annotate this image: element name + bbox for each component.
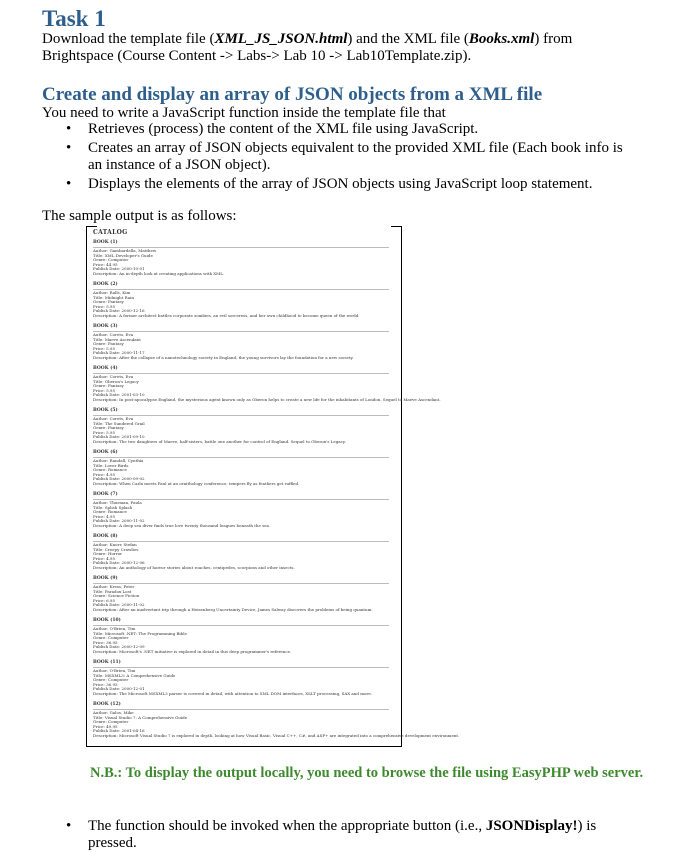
book-heading: BOOK (10) bbox=[93, 618, 121, 623]
book-field: Description: When Carla meets Paul at an ornithology conference, tempers fly as feathers get ruffled. bbox=[93, 480, 300, 486]
book-field: Genre: Fantasy bbox=[93, 299, 124, 305]
final-list bbox=[66, 818, 626, 852]
book-field: Description: Microsoft's .NET initiative is explored in detail in this deep programmer's reference. bbox=[93, 648, 292, 654]
book-field: Author: Corets, Eva bbox=[93, 374, 134, 379]
book-field: Title: MSXML3: A Comprehensive Guide bbox=[93, 672, 176, 678]
book-field: Genre: Fantasy bbox=[93, 341, 124, 347]
book-field: Title: Microsoft .NET: The Programming Bible bbox=[93, 630, 187, 636]
book-field: Publish Date: 2001-04-16 bbox=[93, 728, 145, 734]
section-intro: You need to write a JavaScript function inside the template file that bbox=[42, 105, 446, 121]
divider bbox=[93, 289, 389, 290]
task-title: Task 1 bbox=[42, 6, 106, 31]
book-heading: BOOK (7) bbox=[93, 492, 118, 497]
book-field: Price: 4.95 bbox=[93, 555, 116, 561]
final-text: The function should be invoked when the appropriate button (i.e., bbox=[88, 818, 486, 834]
book-field: Title: Lover Birds bbox=[93, 462, 129, 468]
book-entry bbox=[93, 450, 393, 487]
divider bbox=[93, 667, 389, 668]
book-field: Price: 44.95 bbox=[93, 261, 118, 267]
book-field: Publish Date: 2000-11-17 bbox=[93, 350, 145, 356]
book-heading: BOOK (8) bbox=[93, 534, 118, 539]
book-field: Title: Splish Splash bbox=[93, 504, 133, 510]
sample-output-screenshot bbox=[86, 226, 460, 747]
book-field: Publish Date: 2001-09-10 bbox=[93, 434, 145, 440]
book-field: Publish Date: 2000-12-09 bbox=[93, 644, 145, 650]
book-field: Author: Corets, Eva bbox=[93, 416, 134, 421]
book-field: Publish Date: 2000-12-01 bbox=[93, 686, 145, 692]
section-heading: Create and display an array of JSON objects from a XML file bbox=[42, 84, 543, 105]
book-heading: BOOK (12) bbox=[93, 702, 121, 707]
book-field: Genre: Romance bbox=[93, 509, 127, 515]
book-heading: BOOK (9) bbox=[93, 576, 118, 581]
book-field: Price: 4.95 bbox=[93, 513, 116, 519]
book-field: Genre: Fantasy bbox=[93, 383, 124, 389]
book-field: Description: An anthology of horror stories about roaches, centipedes, scorpions and other insects. bbox=[93, 564, 295, 570]
book-field: Genre: Computer bbox=[93, 677, 129, 683]
book-field: Price: 49.95 bbox=[93, 723, 118, 729]
book-field: Price: 5.95 bbox=[93, 345, 116, 351]
requirements-list bbox=[66, 121, 626, 195]
list-item bbox=[66, 176, 626, 193]
book-heading: BOOK (6) bbox=[93, 450, 118, 455]
book-field: Price: 5.95 bbox=[93, 387, 116, 393]
book-field: Description: Microsoft Visual Studio 7 is explored in depth, looking at how Visual Basic, Visual C++, C#, and ASP+ are integrated into a comprehensive development environment. bbox=[93, 732, 460, 738]
book-field: Title: XML Developer's Guide bbox=[93, 252, 153, 258]
instruction-text: ) and the XML file ( bbox=[347, 31, 469, 47]
book-entry bbox=[93, 282, 393, 319]
catalog-title: CATALOG bbox=[93, 229, 128, 236]
book-field: Genre: Romance bbox=[93, 467, 127, 473]
book-field: Author: Randall, Cynthia bbox=[93, 458, 144, 463]
book-field: Price: 6.95 bbox=[93, 597, 116, 603]
book-field: Description: After the collapse of a nanotechnology society in England, the young survivors lay the foundation for a new society. bbox=[93, 354, 354, 360]
book-entry bbox=[93, 240, 393, 277]
book-field: Price: 5.95 bbox=[93, 429, 116, 435]
book-field: Description: The Microsoft MSXML3 parser is covered in detail, with attention to XML DOM interfaces, XSLT processing, SAX and more. bbox=[93, 690, 372, 696]
book-heading: BOOK (2) bbox=[93, 282, 118, 287]
list-item bbox=[66, 140, 626, 174]
bullet-icon: • bbox=[66, 121, 72, 137]
book-entry bbox=[93, 702, 460, 739]
book-field: Title: The Sundered Grail bbox=[93, 420, 145, 426]
template-file-name: XML_JS_JSON.html bbox=[214, 31, 348, 47]
book-field: Description: A former architect battles corporate zombies, an evil sorceress, and her own childhood to become queen of the world. bbox=[93, 312, 360, 318]
book-heading: BOOK (1) bbox=[93, 240, 118, 245]
divider bbox=[93, 625, 389, 626]
book-field: Title: Visual Studio 7: A Comprehensive Guide bbox=[93, 714, 188, 720]
book-field: Title: Creepy Crawlies bbox=[93, 546, 139, 552]
book-field: Genre: Computer bbox=[93, 719, 129, 725]
bullet-text: Retrieves (process) the content of the XML file using JavaScript. bbox=[88, 121, 479, 137]
instruction-text: ) from bbox=[534, 31, 573, 47]
divider bbox=[93, 331, 389, 332]
book-field: Description: An in-depth look at creating applications with XML. bbox=[93, 270, 225, 276]
book-field: Price: 36.95 bbox=[93, 639, 118, 645]
book-field: Author: Ralls, Kim bbox=[93, 290, 131, 295]
divider bbox=[93, 415, 389, 416]
sample-output-label: The sample output is as follows: bbox=[42, 208, 237, 224]
book-field: Description: After an inadvertant trip through a Heisenberg Uncertainty Device, James Salway discovers the problems of being quantum. bbox=[93, 606, 373, 612]
book-field: Title: Paradox Lost bbox=[93, 588, 132, 594]
book-field: Author: O'Brien, Tim bbox=[93, 668, 136, 673]
book-field: Description: In post-apocalypse England, the mysterious agent known only as Oberon helps to create a new life for the inhabitants of London. Sequel to Maeve Ascendant. bbox=[93, 396, 441, 402]
divider bbox=[93, 541, 389, 542]
book-field: Description: A deep sea diver finds true love twenty thousand leagues beneath the sea. bbox=[93, 522, 271, 528]
book-entry bbox=[93, 492, 393, 529]
final-text: ) is pressed. bbox=[88, 818, 597, 851]
book-heading: BOOK (5) bbox=[93, 408, 118, 413]
book-field: Author: Corets, Eva bbox=[93, 332, 134, 337]
instruction-text: Download the template file ( bbox=[42, 31, 215, 47]
book-entry bbox=[93, 660, 393, 697]
divider bbox=[93, 709, 389, 710]
jsondisplay-button-name: JSONDisplay! bbox=[485, 818, 578, 834]
bullet-text: Creates an array of JSON objects equivalent to the provided XML file (Each book info is an instance of a JSON object). bbox=[88, 140, 623, 173]
book-field: Price: 5.95 bbox=[93, 303, 116, 309]
book-field: Author: Gambardella, Matthew bbox=[93, 248, 157, 253]
book-entry bbox=[93, 366, 441, 403]
book-field: Publish Date: 2000-12-06 bbox=[93, 560, 145, 566]
bullet-icon: • bbox=[66, 176, 72, 192]
divider bbox=[93, 583, 389, 584]
book-field: Publish Date: 2000-11-02 bbox=[93, 518, 145, 524]
book-field: Genre: Computer bbox=[93, 257, 129, 263]
book-entry bbox=[93, 534, 393, 571]
divider bbox=[93, 373, 389, 374]
book-entry bbox=[93, 618, 393, 655]
note-text: N.B.: To display the output locally, you need to browse the file using EasyPHP web server. bbox=[90, 765, 644, 781]
book-entry bbox=[93, 408, 393, 445]
book-field: Price: 4.95 bbox=[93, 471, 116, 477]
bullet-icon: • bbox=[66, 818, 72, 834]
list-item bbox=[66, 121, 626, 138]
book-field: Title: Maeve Ascendant bbox=[93, 336, 141, 342]
brightspace-path: Brightspace (Course Content -> Labs-> Lab 10 -> Lab10Template.zip). bbox=[42, 48, 472, 64]
list-item bbox=[66, 818, 626, 852]
book-field: Genre: Fantasy bbox=[93, 425, 124, 431]
bullet-text: Displays the elements of the array of JSON objects using JavaScript loop statement. bbox=[88, 176, 593, 192]
book-field: Publish Date: 2001-03-10 bbox=[93, 392, 145, 398]
book-field: Author: Knorr, Stefan bbox=[93, 542, 137, 547]
book-field: Price: 36.95 bbox=[93, 681, 118, 687]
book-field: Author: Thurman, Paula bbox=[93, 500, 142, 505]
book-field: Genre: Computer bbox=[93, 635, 129, 641]
book-entry bbox=[93, 576, 393, 613]
book-field: Author: O'Brien, Tim bbox=[93, 626, 136, 631]
bullet-icon: • bbox=[66, 140, 72, 156]
book-field: Title: Midnight Rain bbox=[93, 294, 134, 300]
book-heading: BOOK (11) bbox=[93, 660, 121, 665]
book-heading: BOOK (3) bbox=[93, 324, 118, 329]
book-entry bbox=[93, 324, 393, 361]
book-field: Description: The two daughters of Maeve, half-sisters, battle one another for control of England. Sequel to Oberon's Legacy. bbox=[93, 438, 346, 444]
book-field: Publish Date: 2000-11-02 bbox=[93, 602, 145, 608]
book-field: Genre: Horror bbox=[93, 551, 123, 557]
xml-file-name: Books.xml bbox=[468, 31, 535, 47]
book-field: Publish Date: 2000-10-01 bbox=[93, 266, 145, 272]
book-heading: BOOK (4) bbox=[93, 366, 118, 371]
book-field: Publish Date: 2000-12-16 bbox=[93, 308, 145, 314]
book-field: Author: Galos, Mike bbox=[93, 710, 134, 715]
book-field: Genre: Science Fiction bbox=[93, 593, 140, 599]
book-field: Title: Oberon's Legacy bbox=[93, 378, 139, 384]
book-field: Author: Kress, Peter bbox=[93, 584, 135, 589]
book-field: Publish Date: 2000-09-02 bbox=[93, 476, 145, 482]
task-instructions bbox=[42, 31, 642, 65]
